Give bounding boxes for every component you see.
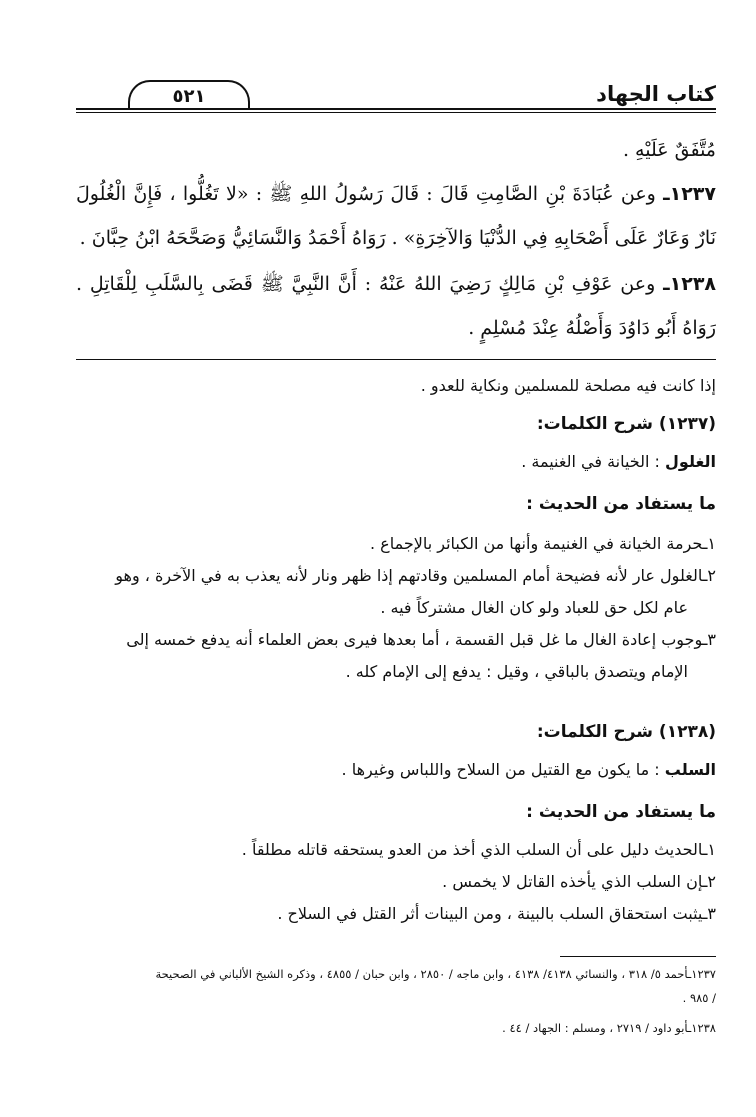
benefits-heading: ما يستفاد من الحديث : — [526, 494, 716, 514]
commentary-1238 — [76, 720, 716, 930]
book-title: كتاب الجهاد — [596, 82, 716, 106]
hadith-ending — [76, 128, 716, 172]
list-item-continuation: الإمام ويتصدق بالباقي ، وقيل : يدفع إلى الإمام كله . — [345, 662, 688, 681]
benefits-heading: ما يستفاد من الحديث : — [526, 802, 716, 822]
defined-word: السلب — [664, 760, 716, 779]
header-rule — [76, 108, 716, 110]
hadith-number: ١٢٣٨ـ — [663, 273, 717, 295]
footnote: ١٢٣٨ـأبو داود / ٢٧١٩ ، ومسلم : الجهاد / ٤٤ . — [502, 1021, 716, 1035]
hadith-text: مُتَّفَقٌ عَلَيْهِ . — [622, 139, 716, 161]
list-item: ٣ـوجوب إعادة الغال ما غل قبل القسمة ، أما بعدها فيرى بعض العلماء أنه يدفع خمسه إلى — [126, 630, 716, 649]
section-heading: (١٢٣٧) شرح الكلمات: — [536, 414, 716, 434]
hadith-text: وعن عَوْفِ بْنِ مَالِكٍ رَضِيَ اللهُ عَنْهُ : أَنَّ النَّبِيَّ ﷺ قَضَى بِالسَّلَبِ لِلْقَاتِلِ . رَوَاهُ أَبُو دَاوُدَ وَأَصْلُهُ عِنْدَ مُسْلِمٍ . — [76, 273, 716, 339]
hadith-number: ١٢٣٧ـ — [663, 183, 716, 205]
page-header — [76, 78, 716, 114]
commentary-1237 — [76, 412, 716, 688]
list-item: ٣ـيثبت استحقاق السلب بالبينة ، ومن البينات أثر القتل في السلاح . — [277, 904, 716, 923]
hadith-1237 — [76, 172, 716, 260]
definition-text: : الخيانة في الغنيمة . — [521, 452, 660, 471]
hadith-1238 — [76, 262, 716, 350]
benefits-list — [76, 834, 716, 930]
word-definition — [76, 450, 716, 474]
word-definition — [76, 758, 716, 782]
footnote: ١٢٣٧ـأحمد ٥/ ٣١٨ ، والنسائي ٤١٣٨/ ٤١٣٨ ، وابن ماجه / ٢٨٥٠ ، وابن حبان / ٤٨٥٥ ، وذكره الشيخ الألباني في الصحيحة — [155, 967, 716, 981]
header-rule-thin — [76, 112, 716, 113]
section-separator — [76, 359, 716, 360]
defined-word: الغلول — [665, 452, 716, 471]
definition-text: : ما يكون مع القتيل من السلاح واللباس وغيرها . — [341, 760, 660, 779]
list-item: ٢ـإن السلب الذي يأخذه القاتل لا يخمس . — [442, 872, 716, 891]
hadith-text: وعن عُبَادَةَ بْنِ الصَّامِتِ قَالَ : قَالَ رَسُولُ اللهِ ﷺ : «لا تَغُلُّوا ، فَإِنَّ الْغُلُولَ نَارٌ وَعَارٌ عَلَى أَصْحَابِهِ فِي الدُّنْيَا وَالآخِرَةِ» . رَوَاهُ أَحْمَدُ وَالنَّسَائِيُّ وَصَحَّحَهُ ابْنُ حِبَّانَ . — [76, 183, 716, 249]
section-heading: (١٢٣٨) شرح الكلمات: — [536, 722, 716, 742]
footnote-continuation: / ٩٨٥ . — [682, 991, 716, 1005]
list-item: ٢ـالغلول عار لأنه فضيحة أمام المسلمين وقادتهم إذا ظهر ونار لأنه يعذب به في الآخرة ، وهو — [115, 566, 716, 585]
footnotes — [76, 962, 716, 1040]
page-number: ٥٢١ — [128, 80, 250, 110]
list-item: ١ـحرمة الخيانة في الغنيمة وأنها من الكبائر بالإجماع . — [369, 534, 716, 553]
footnote-rule — [560, 956, 716, 957]
list-item: ١ـالحديث دليل على أن السلب الذي أخذ من العدو يستحقه قاتله مطلقاً . — [241, 840, 716, 859]
benefits-list — [76, 528, 716, 688]
list-item-continuation: عام لكل حق للعباد ولو كان الغال مشتركاً فيه . — [380, 598, 688, 617]
commentary-intro: إذا كانت فيه مصلحة للمسلمين ونكاية للعدو . — [420, 376, 716, 395]
